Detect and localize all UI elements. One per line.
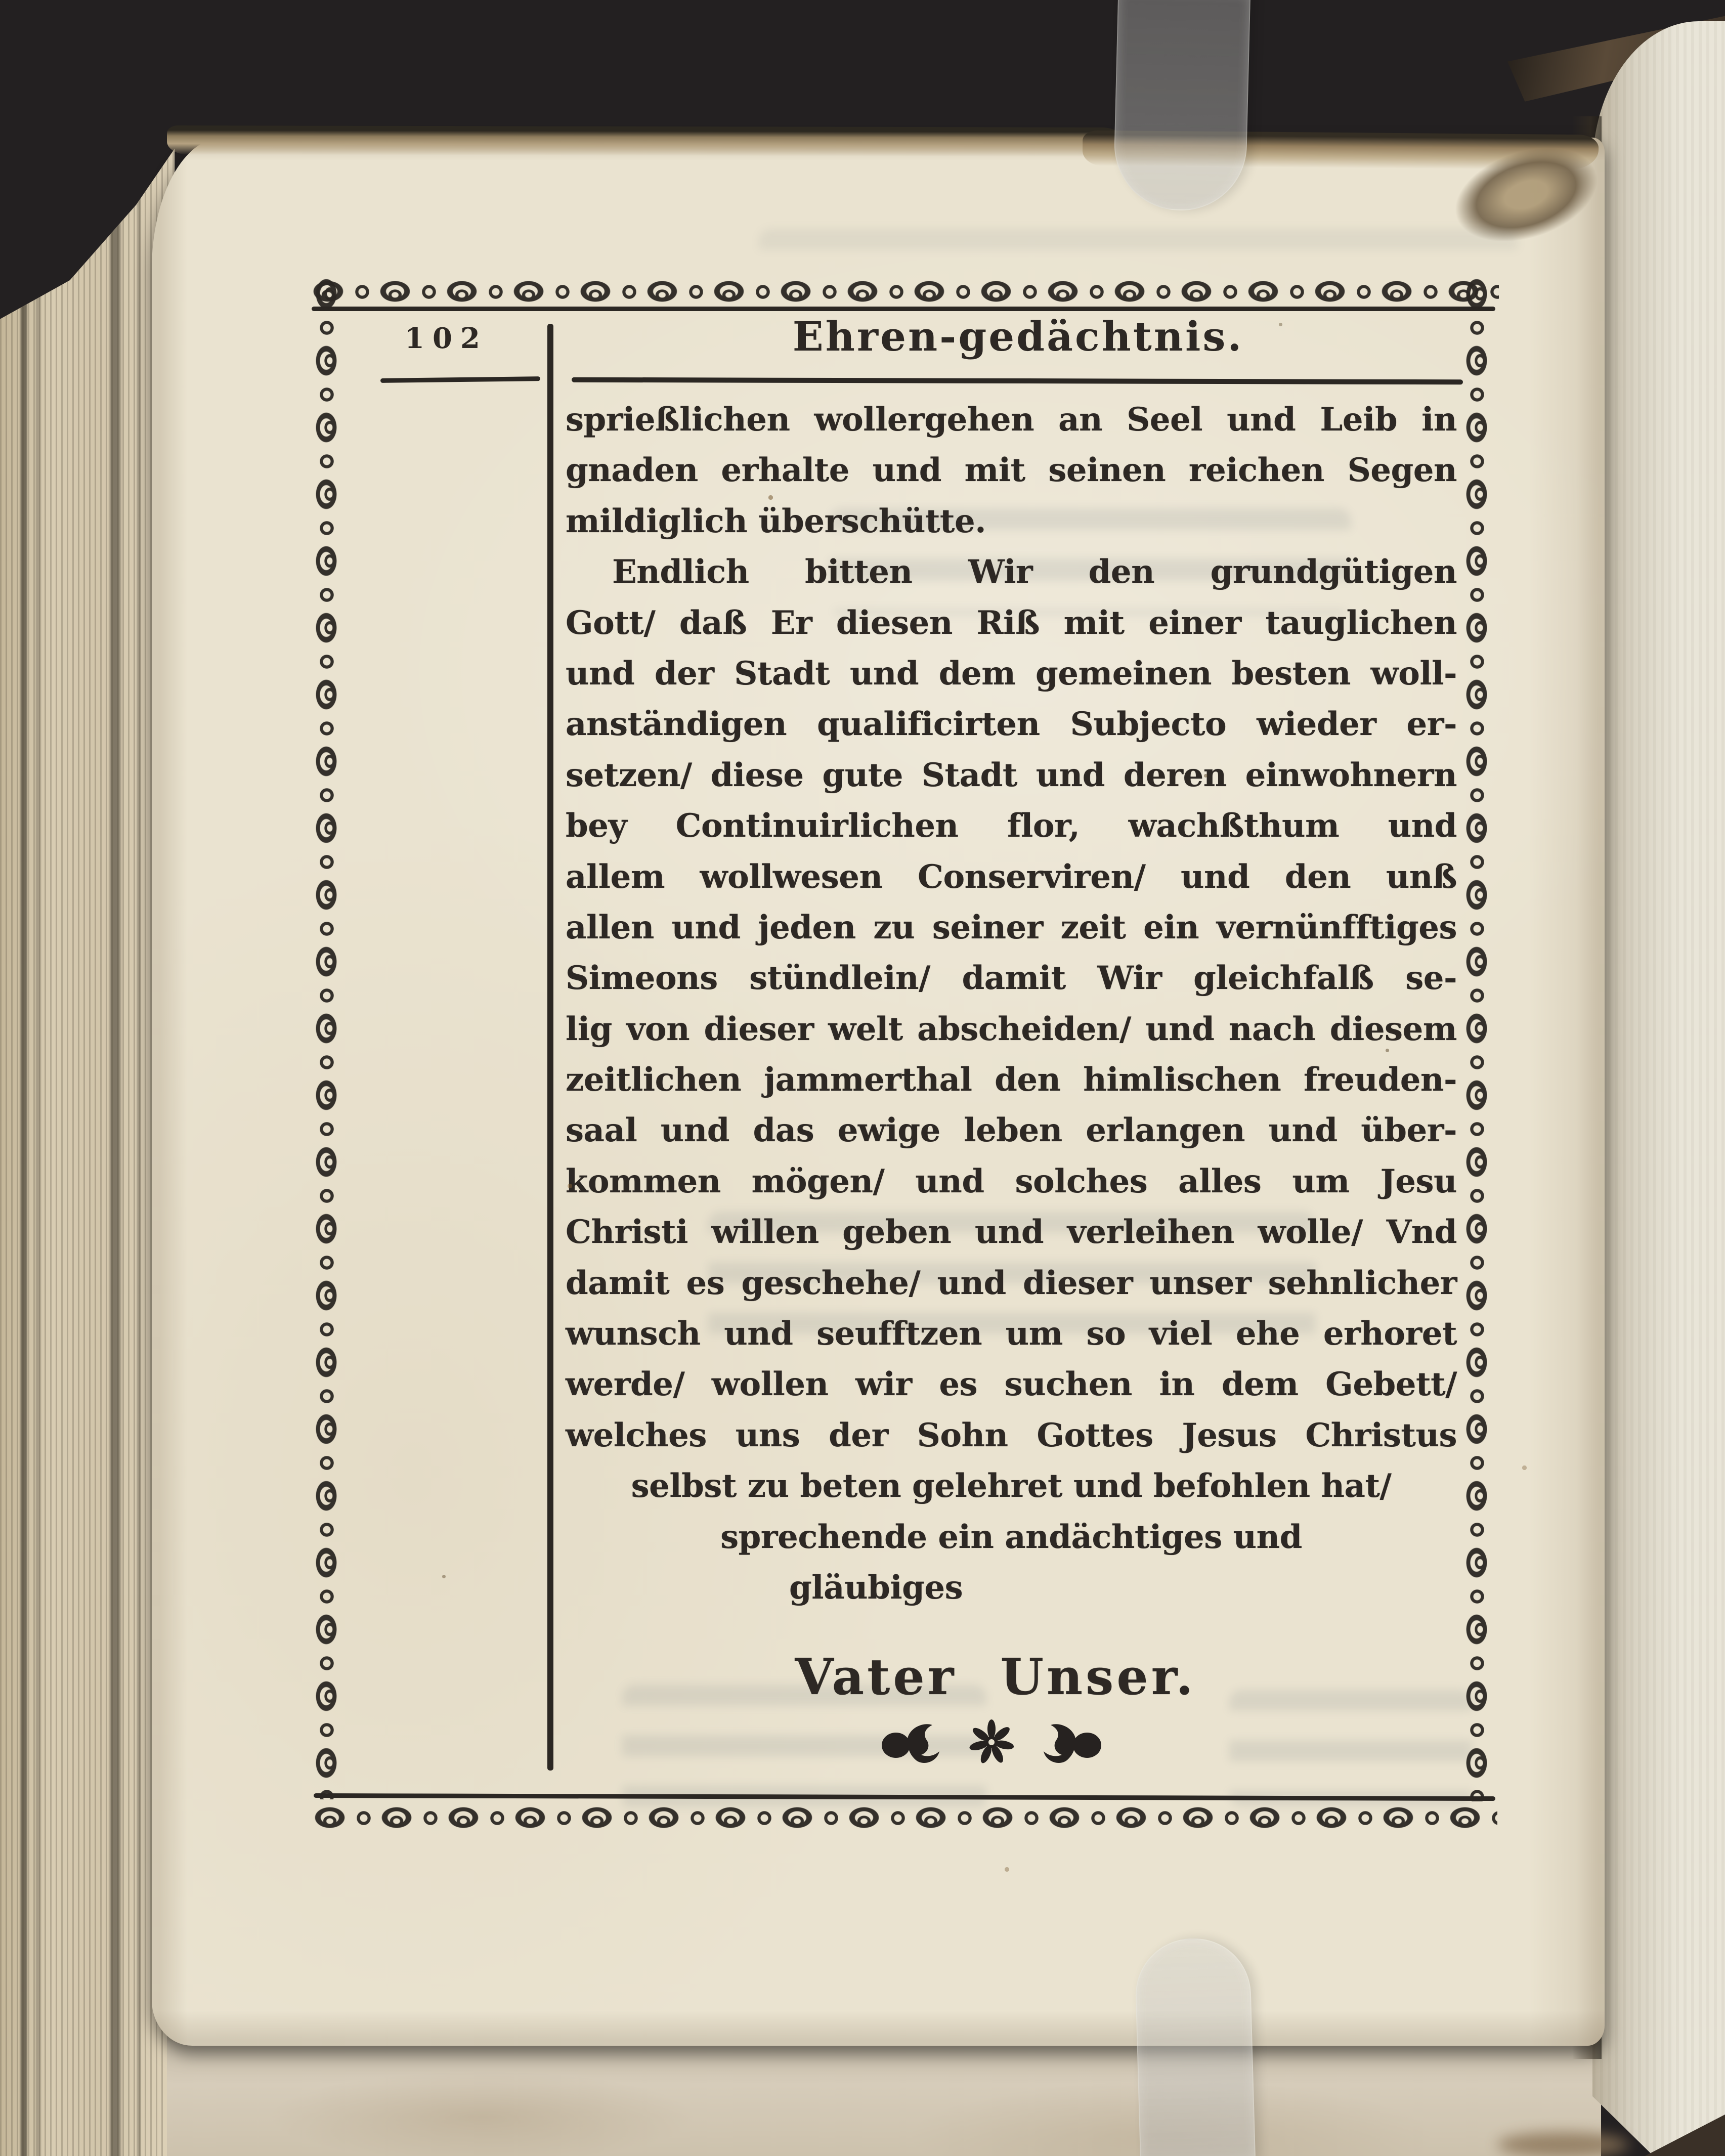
text-line: Christi willen geben und verleihen wolle/ Vnd <box>566 1213 1457 1252</box>
text-line: zeitlichen jammerthal den himlischen freuden- <box>566 1061 1457 1099</box>
prayer-title: Vater Unser. <box>795 1648 1196 1706</box>
text-line: sprießlichen wollergehen an Seel und Leib in <box>566 401 1457 439</box>
column-rule <box>547 324 553 1771</box>
frame-rule-top <box>312 307 1495 311</box>
frame-border-right <box>1461 276 1492 1801</box>
frame-border-bottom <box>312 1802 1497 1833</box>
text-line: allen und jeden zu seiner zeit ein vernünfftiges <box>566 908 1457 946</box>
running-title: Ehren-gedächtnis. <box>792 313 1244 360</box>
text-line: Endlich bitten Wir den grundgütigen <box>612 553 1457 591</box>
body-text <box>566 395 1457 1613</box>
text-line: sprechende ein andächtiges und <box>720 1518 1302 1556</box>
text-line: mildiglich überschütte. <box>566 502 986 540</box>
text-line: allem wollwesen Conserviren/ und den unß <box>566 857 1457 896</box>
fleuron-right-icon <box>1044 1724 1101 1763</box>
paper-stain <box>1497 2132 1629 2156</box>
showthrough-text <box>1229 1690 1472 1806</box>
text-line: damit es geschehe/ und dieser unser sehnlicher <box>566 1264 1457 1302</box>
text-line: bey Continuirlichen flor, wachßthum und <box>566 807 1457 845</box>
perspex-strip-bottom <box>1134 1937 1256 2156</box>
facing-page <box>1592 21 1725 2156</box>
text-line: Simeons stündlein/ damit Wir gleichfalß se- <box>566 959 1457 998</box>
frame-border-left <box>311 276 342 1799</box>
text-line: lig von dieser welt abscheiden/ und nach diesem <box>566 1010 1457 1048</box>
frame-border-top <box>310 276 1499 307</box>
text-line: gnaden erhalte und mit seinen reichen Segen <box>566 451 1457 490</box>
paper-specks <box>0 0 2 2</box>
text-line: kommen mögen/ und solches alles um Jesu <box>566 1162 1457 1200</box>
fleuron-left-icon <box>882 1724 939 1763</box>
showthrough-ornament <box>759 229 1518 272</box>
page-stack-edge <box>0 0 175 2156</box>
text-line: gläubiges <box>789 1568 963 1607</box>
text-line: welches uns der Sohn Gottes Jesus Christus <box>566 1416 1457 1454</box>
text-line: wunsch und seufftzen um so viel ehe erhoret <box>566 1315 1457 1353</box>
text-line: und der Stadt und dem gemeinen besten woll- <box>566 654 1457 693</box>
perspex-strip-top <box>1113 0 1251 212</box>
text-line: anständigen qualificirten Subjecto wieder er- <box>566 705 1457 744</box>
text-line: werde/ wollen wir es suchen in dem Gebett/ <box>566 1365 1457 1404</box>
deckle-edge <box>167 125 1128 157</box>
text-line: saal und das ewige leben erlangen und über- <box>566 1111 1457 1150</box>
text-line: selbst zu beten gelehret und befohlen hat/ <box>631 1467 1392 1505</box>
page-number: 102 <box>405 322 488 355</box>
asterisk-flower-icon <box>968 1719 1014 1764</box>
tailpiece-ornament <box>873 1716 1110 1769</box>
text-line: Gott/ daß Er diesen Riß mit einer tauglichen <box>566 603 1457 642</box>
text-line: setzen/ diese gute Stadt und deren einwohnern <box>566 756 1457 794</box>
